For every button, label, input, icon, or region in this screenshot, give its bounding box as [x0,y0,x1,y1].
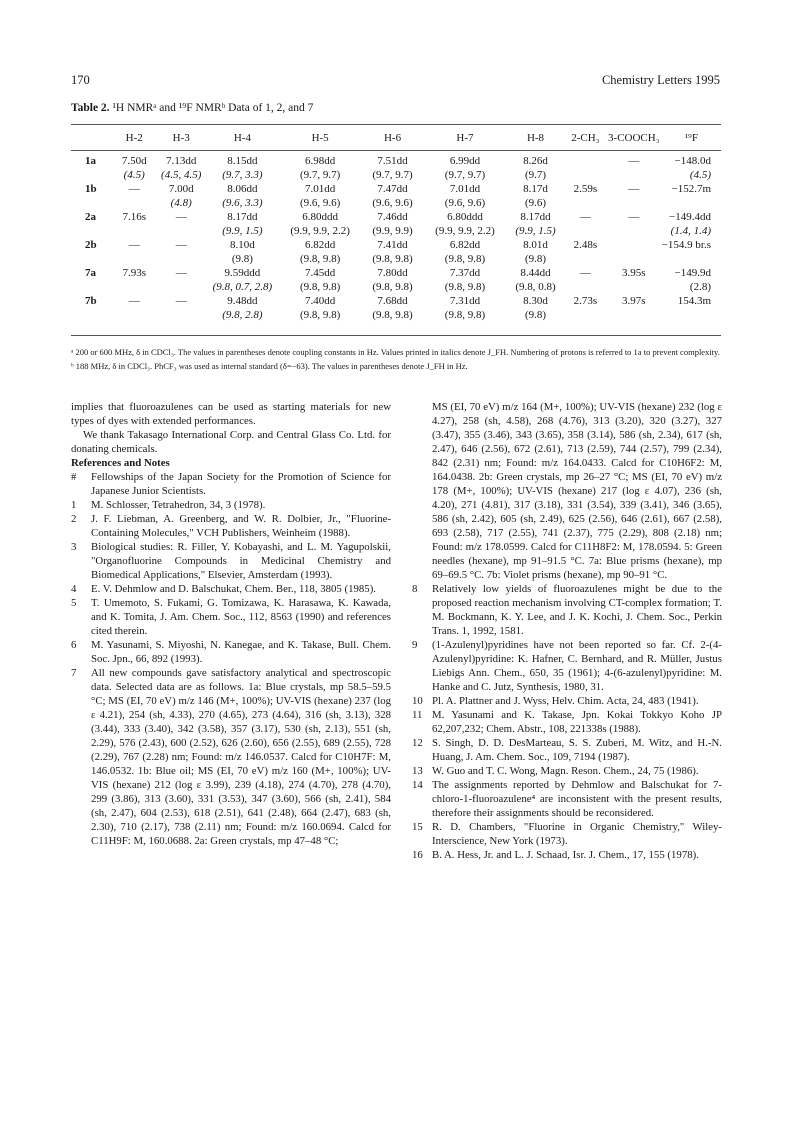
table-cell [662,210,721,238]
reference-item [71,582,391,596]
coupling-constant: (9.9, 9.9, 2.2) [290,225,350,237]
table-cell [424,149,506,182]
table-label: Table 2. [71,102,110,114]
shift-value: 7.01dd [449,183,481,195]
column-header: H-3 [172,132,190,144]
table-cell [112,182,157,210]
table-cell [606,266,662,294]
table-cell [206,210,279,238]
coupling-constant: (9.8) [524,309,547,321]
table-cell [157,238,206,266]
shift-value: — [628,183,640,195]
table-cell [506,149,565,182]
table-cell [112,210,157,238]
coupling-constant: (9.9, 1.5) [222,225,263,237]
reference-item [412,848,722,862]
shift-value: 8.30d [523,295,548,307]
reference-item [71,638,391,666]
shift-value: 7.93s [122,267,146,279]
shift-value: 8.17dd [227,211,258,223]
coupling-constant: (9.6, 9.6) [444,197,486,209]
reference-text: Pl. A. Plattner and J. Wyss, Helv. Chim. Acta, 24, 483 (1941). [432,695,699,707]
table-row [71,149,721,182]
reference-item [412,778,722,820]
table-cell [206,266,279,294]
shift-value: 8.15dd [227,155,258,167]
shift-value: −152.7m [671,183,711,195]
table-cell [424,294,506,322]
reference-number: 5 [71,597,77,609]
reference-item [412,820,722,848]
shift-value: — [175,295,187,307]
reference-text: Fellowships of the Japan Society for the Promotion of Science for Japanese Junior Scientists. [91,471,391,497]
table-top-rule [71,124,721,125]
column-header: 3-COOCH₃ [608,132,660,144]
table-cell [606,182,662,210]
table-cell [157,294,206,322]
table-cell [565,294,606,322]
coupling-constant: (9.7, 3.3) [222,169,263,181]
coupling-constant: (9.6, 9.6) [299,197,341,209]
table-cell [565,238,606,266]
shift-value: 7.37dd [449,267,481,279]
shift-value: 6.82dd [304,239,336,251]
reference-item [71,470,391,498]
shift-value: −149.4dd [669,211,711,223]
reference-number: 10 [412,695,423,707]
table-cell [112,266,157,294]
shift-value: 7.01dd [304,183,336,195]
reference-item [412,736,722,764]
coupling-constant: (9.6, 9.6) [372,197,413,209]
reference-number: # [71,471,77,483]
shift-value: 9.59ddd [224,267,261,279]
table-bottom-rule [71,335,721,336]
reference-text: J. F. Liebman, A. Greenberg, and W. R. Dolbier, Jr., "Fluorine-Containing Molecules," VCH Publishers, Weinheim (1988). [91,513,391,539]
table-cell [662,182,721,210]
column-header: H-5 [311,132,329,144]
coupling-constant: (9.6) [524,197,547,209]
compound-label: 1a [85,155,96,167]
table-cell [565,149,606,182]
reference-item [412,764,722,778]
reference-item [71,512,391,540]
table-cell [279,182,361,210]
shift-value: 3.97s [622,295,646,307]
table-cell [506,294,565,322]
column-header: H-7 [456,132,474,144]
table-cell [157,149,206,182]
table-cell [606,238,662,266]
table-cell [157,266,206,294]
shift-value: 7.68dd [377,295,408,307]
shift-value: 8.17dd [520,211,551,223]
reference-item [412,694,722,708]
compound-label: 2b [85,239,97,251]
coupling-constant: (9.6, 3.3) [222,197,263,209]
reference-text: S. Singh, D. D. DesMarteau, S. S. Zuberi, M. Witz, and H.-N. Huang, J. Am. Chem. Soc., 109, 7194 (1987). [432,737,722,763]
reference-number: 3 [71,541,77,553]
reference-number: 14 [412,779,423,791]
shift-value: — [579,211,591,223]
table-cell [279,294,361,322]
column-header: H-8 [526,132,545,144]
compound-label: 7a [85,267,96,279]
table-cell [361,182,423,210]
coupling-constant: (2.8) [689,281,711,293]
table-row [71,238,721,266]
shift-value: 7.50d [121,155,147,167]
coupling-constant: (9.8, 9.8) [444,281,486,293]
shift-value: 8.06dd [227,183,258,195]
shift-value: — [128,239,140,251]
coupling-constant: (9.8, 9.8) [444,253,486,265]
reference-item [71,596,391,638]
shift-value: 7.31dd [449,295,481,307]
shift-value: — [175,267,187,279]
shift-value: 7.47dd [377,183,408,195]
reference-item [412,708,722,736]
table-cell [565,266,606,294]
table-row [71,210,721,238]
reference-number: 6 [71,639,77,651]
table-title: ¹H NMRᵃ and ¹⁹F NMRᵇ Data of 1, 2, and 7 [112,102,314,114]
coupling-constant: (9.8, 0.7, 2.8) [212,281,273,293]
right-column [412,400,722,862]
coupling-constant: (1.4, 1.4) [670,225,711,237]
table-cell [112,149,157,182]
table-row [71,266,721,294]
column-header: H-6 [383,132,402,144]
coupling-constant: (9.9, 1.5) [515,225,556,237]
shift-value: 9.48dd [227,295,258,307]
shift-value: 8.10d [230,239,255,251]
shift-value: — [175,211,187,223]
table-caption [71,102,313,114]
coupling-constant: (9.8, 2.8) [222,309,263,321]
journal-title: Chemistry Letters 1995 [601,73,720,87]
reference-number: 4 [71,583,77,595]
coupling-constant: (4.8) [170,197,192,209]
table-cell [361,238,423,266]
table-cell [361,210,423,238]
reference-number [412,400,432,582]
table-cell [424,182,506,210]
shift-value: 7.00d [168,183,194,195]
table-cell [424,238,506,266]
reference-text: M. Yasunami, S. Miyoshi, N. Kanegae, and K. Takase, Bull. Chem. Soc. Jpn., 66, 892 (1993). [91,639,391,665]
coupling-constant: (4.5) [689,169,711,181]
table-footnotes [71,345,721,373]
coupling-constant: (9.9, 9.9, 2.2) [435,225,495,237]
table-cell [206,149,279,182]
shift-value: 8.26d [523,155,548,167]
table-cell [279,238,361,266]
column-header: ¹⁹F [684,132,698,144]
shift-value: 6.98dd [304,155,336,167]
footnote-a: ᵃ 200 or 600 MHz, δ in CDCl₃. The values in parentheses denote coupling constants in Hz. Values printed in italics denote J_FH. Numbering of protons is referred to 1a to prevent complexity. [71,347,720,357]
coupling-constant: (9.7, 9.7) [299,169,341,181]
column-header [71,127,112,149]
reference-text: T. Umemoto, S. Fukami, G. Tomizawa, K. Harasawa, K. Kawada, and K. Tomita, J. Am. Chem. Soc., 112, 8563 (1990) and references cited therein. [91,597,391,637]
table-cell [361,294,423,322]
column-header: H-2 [125,132,143,144]
left-column [71,400,391,848]
table-cell [279,210,361,238]
reference-number: 7 [71,667,77,679]
table-cell [662,238,721,266]
references-heading: References and Notes [71,457,170,469]
reference-text: R. D. Chambers, "Fluorine in Organic Chemistry," Wiley-Interscience, New York (1973). [432,821,722,847]
reference-text: All new compounds gave satisfactory analytical and spectroscopic data. Selected data are as follows. 1a: Blue crystals, mp 58.5–59.5 °C; MS (EI, 70 eV) m/z 146 (M+, 100%); UV-VIS (hexane) 237 (log ε 4.21), 254 (sh, 4.33), 270 (4.65), 273 (4.64), 316 (sh, 3.13), 328 (3.44), 333 (3.40), 342 (3.58), 357 (3.17), 530 (sh, 2.13), 551 (sh, 2.29), 576 (2.43), 600 (2.52), 626 (2.60), 656 (2.55), 689 (2.55), 728 (2.29), 767 (2.28) nm; Found: m/z 146.0537. Calcd for C10H7F: M, 146.0532. 1b: Blue oil; MS (EI, 70 eV) m/z 160 (M+, 100%); UV-VIS (hexane) 212 (log ε 3.99), 239 (4.18), 274 (4.70), 278 (4.70), 299 (3.86), 313 (3.60), 331 (3.53), 347 (3.60), 566 (sh, 2.41), 584 (sh, 2.47), 604 (2.53), 618 (2.51), 641 (2.48), 664 (2.47), 683 (sh, 2.30), 710 (2.17), 738 (2.11) nm; Found: m/z 160.0694. Calcd for C11H9F: M, 160.0688. 2a: Green crystals, mp 47–48 °C; [91,667,391,847]
coupling-constant: (9.8, 9.8) [444,309,486,321]
coupling-constant: (9.8, 9.8) [299,253,341,265]
shift-value: 7.45dd [304,267,336,279]
references-list-right [412,582,722,862]
table-cell [157,182,206,210]
table-row [71,182,721,210]
table-cell [112,238,157,266]
shift-value: 7.51dd [377,155,408,167]
column-header: H-4 [233,132,251,144]
reference-number: 12 [412,737,423,749]
table-header-row [71,127,721,149]
coupling-constant: (9.8) [231,253,253,265]
reference-number: 16 [412,849,423,861]
coupling-constant: (9.7, 9.7) [372,169,413,181]
table-cell [506,210,565,238]
table-cell [565,182,606,210]
shift-value: 2.73s [573,295,598,307]
compound-label: 2a [85,211,96,223]
reference-text: M. Schlosser, Tetrahedron, 34, 3 (1978). [91,499,266,511]
reference-number: 9 [412,639,418,651]
reference-number: 1 [71,499,77,511]
coupling-constant: (9.8, 9.8) [372,253,413,265]
table-cell [206,238,279,266]
reference-text: E. V. Dehmlow and D. Balschukat, Chem. Ber., 118, 3805 (1985). [91,583,376,595]
compound-label: 1b [85,183,97,195]
footnote-b: ᵇ 188 MHz, δ in CDCl₃. PhCF₃ was used as internal standard (δ=−63). The values in parentheses denote J_FH in Hz. [71,361,468,371]
reference-number: 8 [412,583,418,595]
reference-text: Biological studies: R. Filler, Y. Kobayashi, and L. M. Yagupolskii, "Organofluorine Compounds in Medicinal Chemistry and Biomedical Applications," Elsevier, Amsterdam (1993). [91,541,391,581]
table-body [71,149,721,322]
table-cell [361,149,423,182]
shift-value: 8.01d [523,239,548,251]
body-paragraph: implies that fluoroazulenes can be used as starting materials for new types of dyes with extended performances. [71,401,391,427]
table-cell [279,149,361,182]
shift-value: 6.82dd [449,239,481,251]
coupling-constant: (4.5, 4.5) [161,169,202,181]
reference-text: MS (EI, 70 eV) m/z 164 (M+, 100%); UV-VIS (hexane) 232 (log ε 4.27), 258 (sh, 4.58), 268 (4.76), 313 (3.20), 320 (3.27), 327 (3.47), 355 (3.46), 343 (3.65), 358 (3.14), 586 (sh, 2.34), 617 (sh, 2.47), 646 (2.56), 672 (2.61), 713 (2.59), 744 (2.57), 799 (2.34), 842 (2.31) nm; Found: m/z 164.0433. Calcd for C10H6F2: M, 164.0438. 2b: Green crystals, mp 26–27 °C; MS (EI, 70 eV) m/z 178 (M+, 100%); UV-VIS (hexane) 217 (log ε 4.07), 236 (sh, 4.20), 271 (4.81), 317 (3.18), 331 (3.54), 339 (3.41), 346 (3.65), 586 (sh, 2.42), 605 (sh, 2.49), 625 (2.56), 646 (2.61), 667 (2.58), 693 (2.58), 717 (2.55), 741 (2.37), 775 (2.29), 808 (2.18) nm; Found: m/z 178.0599. Calcd for C11H8F2: M, 178.0594. 5: Green needles (hexane), mp 91–91.5 °C. 7a: Blue prisms (hexane), mp 69–69.5 °C. 7b: Violet prisms (hexane), mp 90–91 °C. [432,401,722,581]
shift-value: — [175,239,187,251]
column-header: 2-CH₃ [571,132,600,144]
reference-continuation [412,400,722,582]
shift-value: 2.59s [573,183,598,195]
table-cell [662,149,721,182]
shift-value: 7.16s [122,211,146,223]
shift-value: 8.17d [523,183,548,195]
shift-value: −148.0d [674,155,711,167]
shift-value: — [628,211,640,223]
shift-value: 7.40dd [304,295,336,307]
shift-value: 2.48s [573,239,598,251]
table-cell [157,210,206,238]
reference-item [412,638,722,694]
reference-text: Relatively low yields of fluoroazulenes might be due to the proposed reaction mechanism involving CT-complex formation; T. M. Bockmann, K. Y. Lee, and J. K. Kochi, J. Chem. Soc., Perkin Trans. 1, 1992, 1581. [432,583,722,637]
reference-item [71,540,391,582]
shift-value: 154.3m [677,295,711,307]
shift-value: — [128,183,140,195]
reference-number: 15 [412,821,423,833]
table-cell [506,266,565,294]
table-cell [606,294,662,322]
table-cell [424,210,506,238]
page-number: 170 [71,73,90,87]
table-cell [206,294,279,322]
table-cell [506,182,565,210]
reference-item [71,498,391,512]
table-cell [424,266,506,294]
table-cell [206,182,279,210]
table-cell [606,210,662,238]
coupling-constant: (9.8, 9.8) [372,309,413,321]
shift-value: 3.95s [622,267,646,279]
shift-value: −149.9d [674,267,711,279]
table-cell [606,149,662,182]
coupling-constant: (9.9, 9.9) [372,225,413,237]
reference-text: M. Yasunami and K. Takase, Jpn. Kokai Tokkyo Koho JP 62,207,232; Chem. Abstr., 108, 221338s (1988). [432,709,722,735]
table-cell [662,266,721,294]
reference-number: 11 [412,709,423,721]
nmr-table [71,127,721,322]
reference-item [412,582,722,638]
shift-value: 7.80dd [377,267,408,279]
shift-value: 7.46dd [377,211,408,223]
coupling-constant: (9.8) [524,253,547,265]
table-cell [506,238,565,266]
table-row [71,294,721,322]
table-cell [279,266,361,294]
coupling-constant: (9.8, 9.8) [299,281,341,293]
references-list-left [71,470,391,848]
coupling-constant: (9.8, 9.8) [372,281,413,293]
coupling-constant: (9.7, 9.7) [444,169,486,181]
acknowledgment: We thank Takasago International Corp. and Central Glass Co. Ltd. for donating chemicals. [71,429,391,455]
shift-value: 6.99dd [449,155,481,167]
reference-item [71,666,391,848]
coupling-constant: (9.8, 0.8) [515,281,556,293]
shift-value: — [579,267,591,279]
compound-label: 7b [85,295,97,307]
shift-value: 6.80ddd [302,211,338,223]
shift-value: 6.80ddd [447,211,483,223]
reference-text: B. A. Hess, Jr. and L. J. Schaad, Isr. J. Chem., 17, 155 (1978). [432,849,699,861]
table-cell [112,294,157,322]
shift-value: — [128,295,140,307]
shift-value: 8.44dd [520,267,551,279]
coupling-constant: (4.5) [123,169,145,181]
coupling-constant: (9.7) [524,169,547,181]
reference-text: The assignments reported by Dehmlow and Balschukat for 7-chloro-1-fluoroazulene⁴ are inconsistent with the present results, therefore their assignments should be reconsidered. [432,779,722,819]
reference-number: 2 [71,513,77,525]
reference-text: (1-Azulenyl)pyridines have not been reported so far. Cf. 2-(4-Azulenyl)pyridine: K. Hafner, C. Bernhard, and R. Müller, Justus Liebigs Ann. Chem., 650, 35 (1961); 4-(6-azulenyl)pyridine: M. Hanke and C. Jutz, Synthesis, 1980, 31. [432,639,722,693]
shift-value: 7.13dd [166,155,197,167]
table-cell [662,294,721,322]
reference-text: W. Guo and T. C. Wong, Magn. Reson. Chem., 24, 75 (1986). [432,765,699,777]
shift-value: — [628,155,640,167]
shift-value: 7.41dd [377,239,408,251]
table-cell [361,266,423,294]
table-cell [565,210,606,238]
shift-value: −154.9 br.s [661,239,711,251]
coupling-constant: (9.8, 9.8) [299,309,341,321]
reference-number: 13 [412,765,423,777]
